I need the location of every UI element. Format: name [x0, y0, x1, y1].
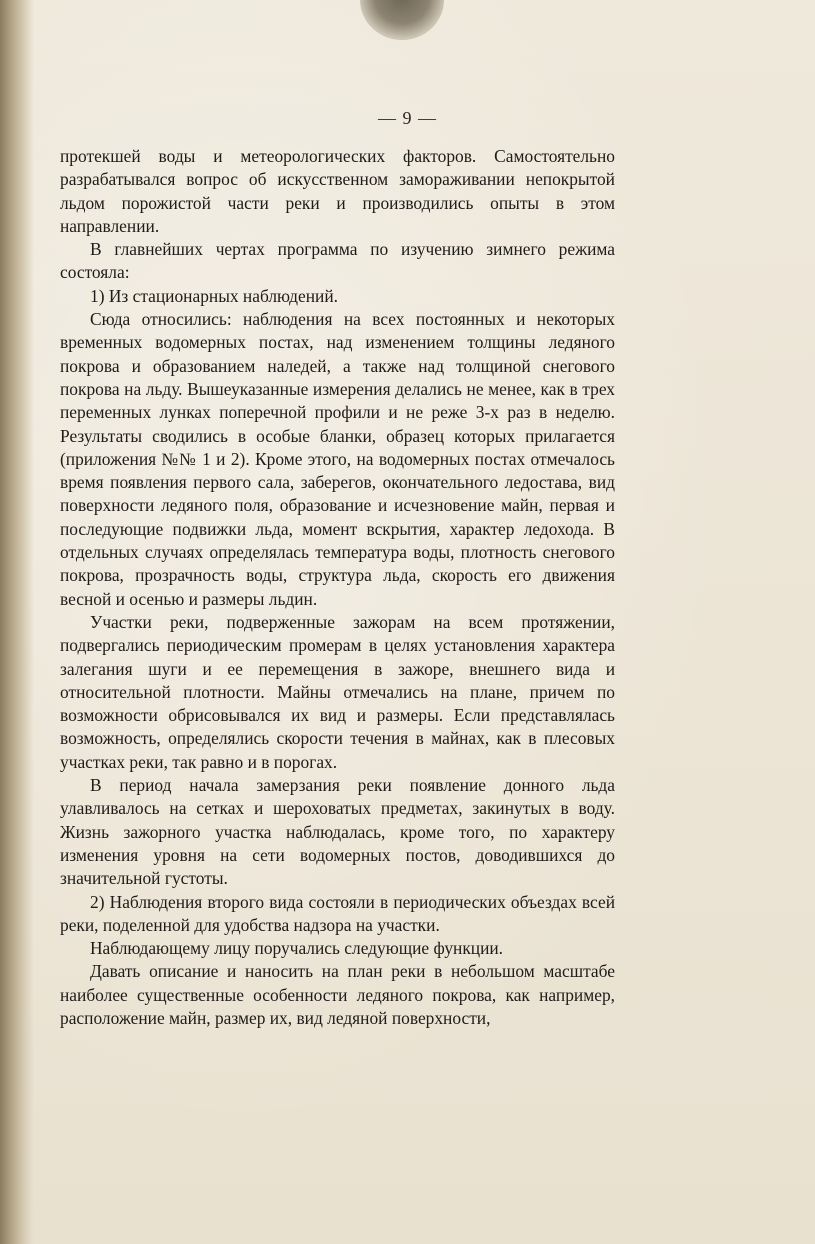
- binding-shadow: [0, 0, 34, 1244]
- paragraph-2: В главнейших чертах программа по изучению зимнего режима состояла:: [60, 239, 615, 283]
- paragraph-8: Наблюдающему лицу поручались следующие функции.: [90, 938, 504, 959]
- paragraph-9: Давать описание и наносить на план реки в небольшом масштабе наиболее существенные особенности ледяного покрова, как например, расположение майн, размер их, вид ледяной поверхности,: [60, 961, 615, 1028]
- paragraph-1: протекшей воды и метеорологических факторов. Самостоятельно разрабатывался вопрос об искусственном замораживании непокрытой льдом порожистой части реки и производились опыты в этом направлении.: [60, 146, 615, 236]
- page-number: — 9 —: [378, 108, 437, 128]
- paragraph-5: Участки реки, подверженные зажорам на всем протяжении, подвергались периодическим промерам в целях установления характера залегания шуги и ее перемещения в зажоре, внешнего вида и относительной плотности. Майны отмечались на плане, причем по возможности обрисовывался их вид и размеры. Если представлялась возможность, определялись скорости течения в майнах, как в плесовых участках реки, так равно и в порогах.: [60, 611, 615, 772]
- paragraph-3: 1) Из стационарных наблюдений.: [90, 285, 338, 306]
- body-text: [60, 145, 615, 1030]
- paragraph-6: В период начала замерзания реки появление донного льда улавливалось на сетках и шероховатых предметах, закинутых в воду. Жизнь зажорного участка наблюдалась, кроме того, по характеру изменения уровня на сети водомерных постов, доводившихся до значительной густоты.: [60, 775, 615, 889]
- paragraph-4: Сюда относились: наблюдения на всех постоянных и некоторых временных водомерных постах, над изменением толщины ледяного покрова и образованием наледей, а также над толщиной снегового покрова на льду. Вышеуказанные измерения делались не менее, как в трех переменных лунках поперечной профили и не реже 3-х раз в неделю. Результаты сводились в особые бланки, образец которых прилагается (приложения №№ 1 и 2). Кроме этого, на водомерных постах отмечалось время появления первого сала, заберегов, окончательного ледостава, вид поверхности ледяного поля, образование и исчезновение майн, первая и последующие подвижки льда, момент вскрытия, характер ледохода. В отдельных случаях определялась температура воды, плотность снегового покрова, прозрачность воды, структура льда, скорость его движения весной и осенью и размеры льдин.: [60, 309, 615, 609]
- ink-blot: [360, 0, 444, 40]
- paragraph-7: 2) Наблюдения второго вида состояли в периодических объездах всей реки, поделенной для удобства надзора на участки.: [60, 891, 615, 935]
